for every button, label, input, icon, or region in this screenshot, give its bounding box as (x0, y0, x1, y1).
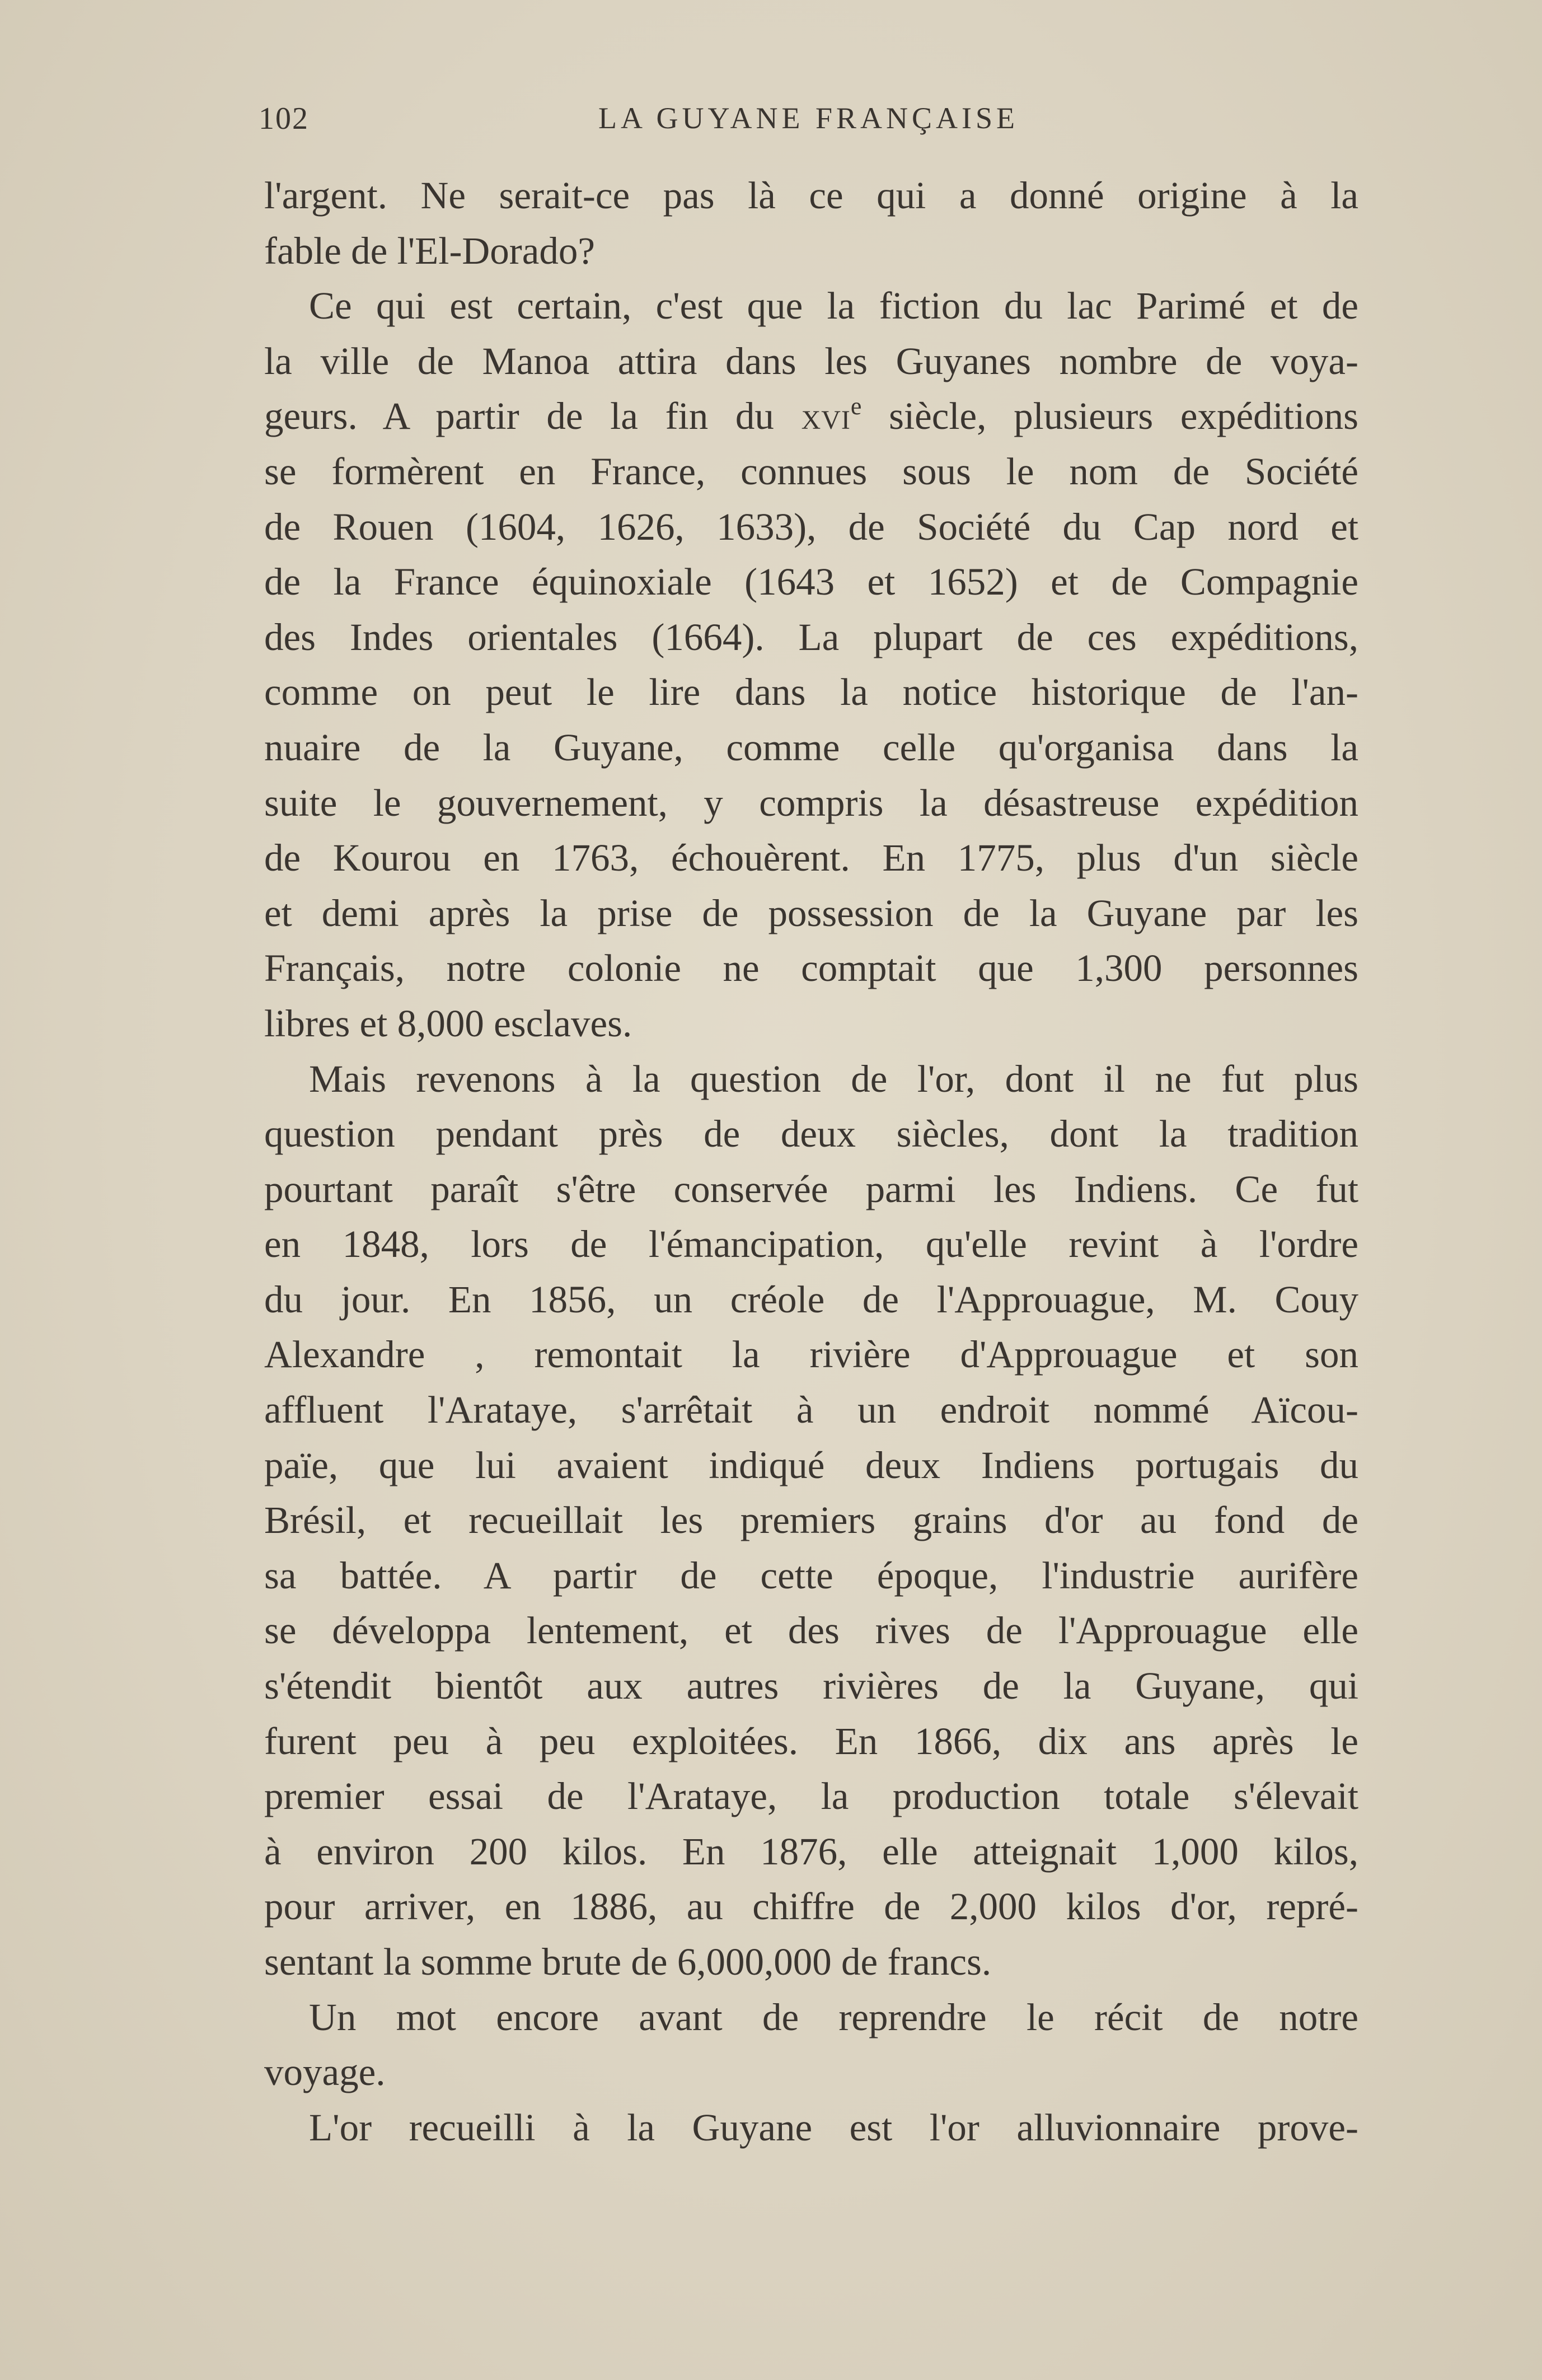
text-line: et demi après la prise de possession de la Guyane par les (264, 891, 1358, 934)
text-line: furent peu à peu exploitées. En 1866, dix ans après le (264, 1719, 1358, 1762)
text-line: Mais revenons à la question de l'or, dont il ne fut plus (309, 1057, 1358, 1100)
text-line: fable de l'El-Dorado? (264, 229, 595, 272)
text-line: affluent l'Arataye, s'arrêtait à un endroit nommé Aïcou- (264, 1388, 1358, 1432)
text-line: se développa lentement, et des rives de l'Approuague elle (264, 1609, 1358, 1652)
text-line: sa battée. A partir de cette époque, l'industrie aurifère (264, 1554, 1358, 1597)
text-line: libres et 8,000 esclaves. (264, 1002, 632, 1045)
running-title: LA GUYANE FRANÇAISE (598, 101, 1019, 135)
text-line: s'étendit bientôt aux autres rivières de la Guyane, qui (264, 1664, 1358, 1708)
text-line: pour arriver, en 1886, au chiffre de 2,000 kilos d'or, repré- (264, 1885, 1358, 1928)
text-line: des Indes orientales (1664). La plupart de ces expéditions, (264, 615, 1358, 658)
text-line: l'argent. Ne serait-ce pas là ce qui a donné origine à la (264, 174, 1358, 217)
text-line: Français, notre colonie ne comptait que 1,300 personnes (264, 947, 1358, 990)
text-line: à environ 200 kilos. En 1876, elle atteignait 1,000 kilos, (264, 1830, 1358, 1873)
text-line: se formèrent en France, connues sous le nom de Société (264, 450, 1358, 493)
text-line: en 1848, lors de l'émancipation, qu'elle revint à l'ordre (264, 1223, 1358, 1266)
body-text (264, 168, 1358, 2155)
text-line: L'or recueilli à la Guyane est l'or alluvionnaire prove- (309, 2106, 1358, 2149)
text-line: la ville de Manoa attira dans les Guyanes nombre de voya- (264, 339, 1358, 382)
text-line: païe, que lui avaient indiqué deux Indiens portugais du (264, 1443, 1358, 1486)
text-line: de la France équinoxiale (1643 et 1652) et de Compagnie (264, 560, 1358, 604)
text-line: de Rouen (1604, 1626, 1633), de Société du Cap nord et (264, 505, 1358, 548)
page-number: 102 (259, 101, 309, 136)
text-line: question pendant près de deux siècles, dont la tradition (264, 1112, 1358, 1156)
text-line (264, 389, 1358, 444)
century-numeral: xvi (801, 395, 851, 438)
text-line: Alexandre , remontait la rivière d'Approuague et son (264, 1333, 1358, 1376)
text-line: Ce qui est certain, c'est que la fiction du lac Parimé et de (309, 284, 1358, 328)
text-fragment: geurs. A partir de la fin du (264, 395, 774, 438)
text-line: Brésil, et recueillait les premiers grains d'or au fond de (264, 1499, 1358, 1542)
text-line: nuaire de la Guyane, comme celle qu'organisa dans la (264, 726, 1358, 769)
text-line: premier essai de l'Arataye, la production totale s'élevait (264, 1775, 1358, 1818)
text-line: pourtant paraît s'être conservée parmi les Indiens. Ce fut (264, 1167, 1358, 1210)
text-fragment: siècle, plusieurs expéditions (861, 395, 1358, 438)
page-header (259, 101, 1358, 151)
text-line: du jour. En 1856, un créole de l'Approuague, M. Couy (264, 1278, 1358, 1321)
text-line: suite le gouvernement, y compris la désastreuse expédition (264, 781, 1358, 824)
text-line: comme on peut le lire dans la notice historique de l'an- (264, 671, 1358, 714)
text-line: voyage. (264, 2051, 386, 2094)
superscript: e (850, 392, 862, 420)
text-line: sentant la somme brute de 6,000,000 de francs. (264, 1941, 992, 1983)
text-line: Un mot encore avant de reprendre le récit de notre (309, 1995, 1358, 2038)
text-line: de Kourou en 1763, échouèrent. En 1775, plus d'un siècle (264, 836, 1358, 880)
